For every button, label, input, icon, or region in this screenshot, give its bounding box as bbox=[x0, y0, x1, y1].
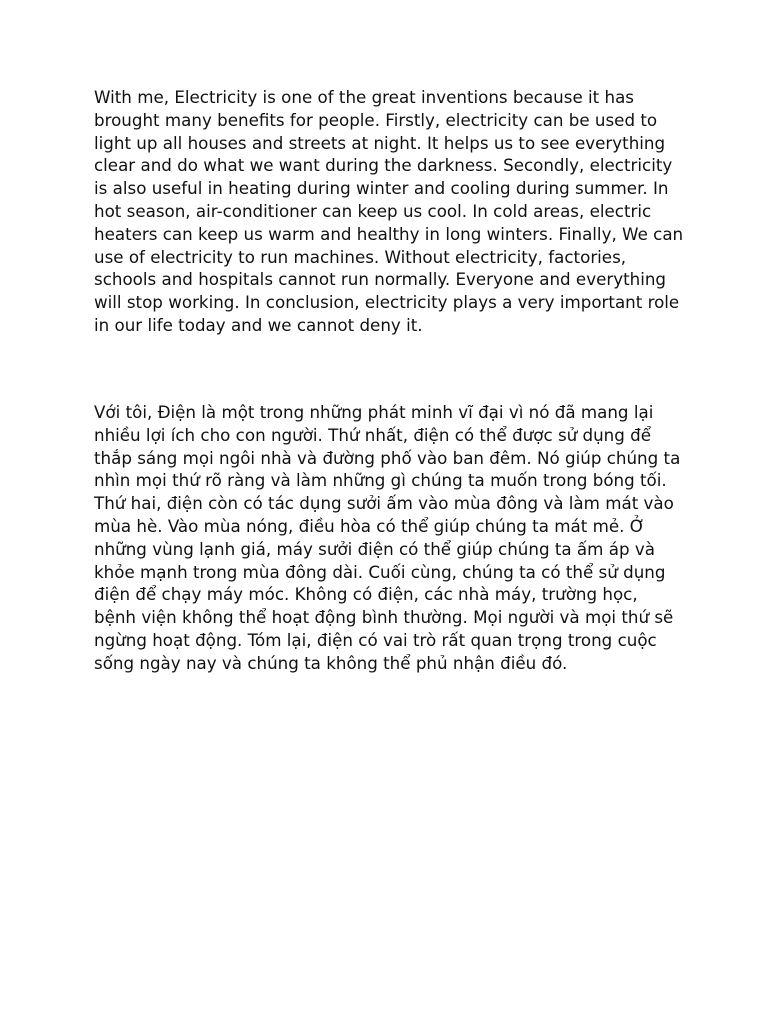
vietnamese-paragraph: Với tôi, Điện là một trong những phát minh vĩ đại vì nó đã mang lại nhiều lợi ích cho con người. Thứ nhất, điện có thể được sử dụng để thắp sáng mọi ngôi nhà và đường phố vào ban đêm. Nó giúp chúng ta nhìn mọi thứ rõ ràng và làm những gì chúng ta muốn trong bóng tối. Thứ hai, điện còn có tác dụng sưởi ấm vào mùa đông và làm mát vào mùa hè. Vào mùa nóng, điều hòa có thể giúp chúng ta mát mẻ. Ở những vùng lạnh giá, máy sưởi điện có thể giúp chúng ta ấm áp và khỏe mạnh trong mùa đông dài. Cuối cùng, chúng ta có thể sử dụng điện để chạy máy móc. Không có điện, các nhà máy, trường học, bệnh viện không thể hoạt động bình thường. Mọi người và mọi thứ sẽ ngừng hoạt động. Tóm lại, điện có vai trò rất quan trọng trong cuộc sống ngày nay và chúng ta không thể phủ nhận điều đó. bbox=[94, 402, 681, 673]
english-paragraph: With me, Electricity is one of the great inventions because it has brought many benefits for people. Firstly, electricity can be used to light up all houses and streets at night. It helps us to see everything clear and do what we want during the darkness. Secondly, electricity is also useful in heating during winter and cooling during summer. In hot season, air-conditioner can keep us cool. In cold areas, electric heaters can keep us warm and healthy in long winters. Finally, We can use of electricity to run machines. Without electricity, factories, schools and hospitals cannot run normally. Everyone and everything will stop working. In conclusion, electricity plays a very important role in our life today and we cannot deny it. bbox=[94, 87, 684, 335]
